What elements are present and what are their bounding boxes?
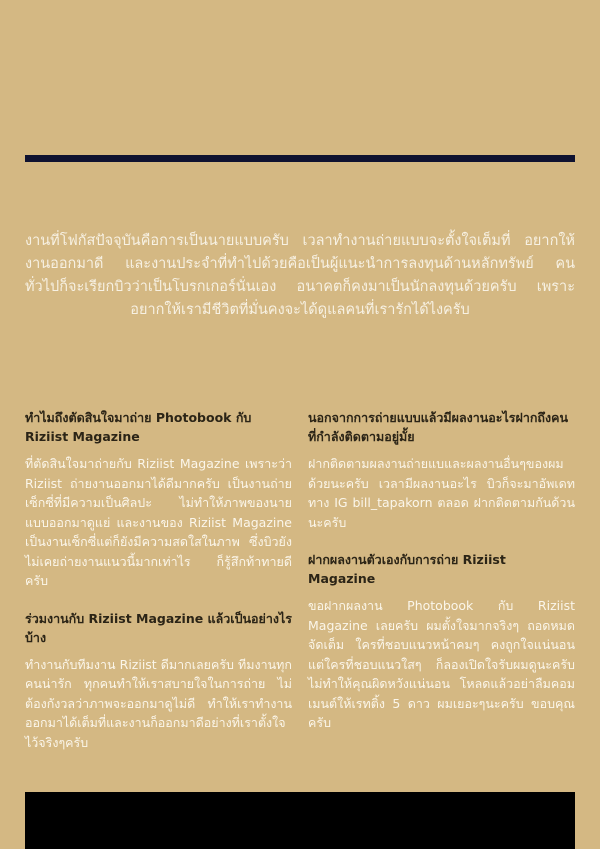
qa-heading: ฝากผลงานตัวเองกับการถ่าย Riziist Magazine	[308, 552, 506, 586]
left-column	[25, 408, 292, 770]
qa-answer: ฝากติดตามผลงานถ่ายแบและผลงานอื่นๆของผมด้วยนะครับ เวลามีผลงานอะไร บิวก็จะมาอัพเดททาง IG bill_tapakorn ตลอด ฝากติดตามกันด้วนนะครับ	[308, 456, 575, 530]
qa-heading: ร่วมงานกับ Riziist Magazine แล้วเป็นอย่างไรบ้าง	[25, 610, 293, 645]
qa-answer: ขอฝากผลงาน Photobook กับ Riziist Magazine เลยครับ ผมตั้งใจมากจริงๆ ถอดหมดจัดเต็ม ใครที่ชอบแนวหน้าคมๆ คงถูกใจแน่นอน แต่ใครที่ชอบแนวใสๆ ก็ลองเปิดใจรับผมดูนะครับ ไม่ทำให้คุณผิดหวังแน่นอน โหลดแล้วอย่าลืมคอมเมนต์ให้เรทติ้ง 5 ดาว ผมเยอะๆนะครับ ขอบคุณครับ	[308, 598, 575, 730]
qa-answer: ทำงานกับทีมงาน Riziist ดีมากเลยครับ ทีมงานทุกคนน่ารัก ทุกคนทำให้เราสบายใจในการถ่าย ไม่ต้องกังวลว่าภาพจะออกมาดูไม่ดี ทำให้เราทำงานออกมาได้เต็มที่และงานก็ออกมาดีอย่างที่เราตั้งใจไว้จริงๆครับ	[25, 656, 292, 750]
intro-paragraph: งานที่โฟกัสปัจจุบันคือการเป็นนายแบบครับ เวลาทำงานถ่ายแบบจะตั้งใจเต็มที่ อยากให้งานออกมาดี และงานประจำที่ทำไปด้วยคือเป็นผู้แนะนำการลงทุนด้านหลักทรัพย์ คนทั่วไปก็จะเรียกบิวว่าเป็นโบรกเกอร์นั่นเอง อนาคตก็คงมาเป็นนักลงทุนด้วยครับ เพราะอยากให้เรามีชีวิตที่มั่นคงจะได้ดูแลคนที่เรารักได้ไงครับ	[25, 233, 575, 318]
qa-heading: ทำไมถึงตัดสินใจมาถ่าย Photobook กับ Riziist Magazine	[25, 410, 252, 444]
bottom-image-block	[25, 792, 575, 849]
qa-heading: นอกจากการถ่ายแบบแล้วมีผลงานอะไรฝากถึงคนที่กำลังติดตามอยู่มั้ย	[308, 410, 569, 444]
top-divider-bar	[25, 155, 575, 162]
qa-answer: ที่ตัดสินใจมาถ่ายกับ Riziist Magazine เพราะว่า Riziist ถ่ายงานออกมาได้ดีมากครับ เป็นงานถ่ายเซ็กซี่ที่มีความเป็นศิลปะ ไม่ทำให้ภาพของนายแบบออกมาดูแย่ และงานของ Riziist Magazine เป็นงานเซ็กซี่แต่ก็ยังมีความสดใสในภาพ ซึ่งบิวยังไม่เคยถ่ายงานแนวนี้มากเท่าไร ก็รู้สึกท้าทายดีครับ	[25, 456, 292, 588]
right-column	[308, 408, 575, 751]
